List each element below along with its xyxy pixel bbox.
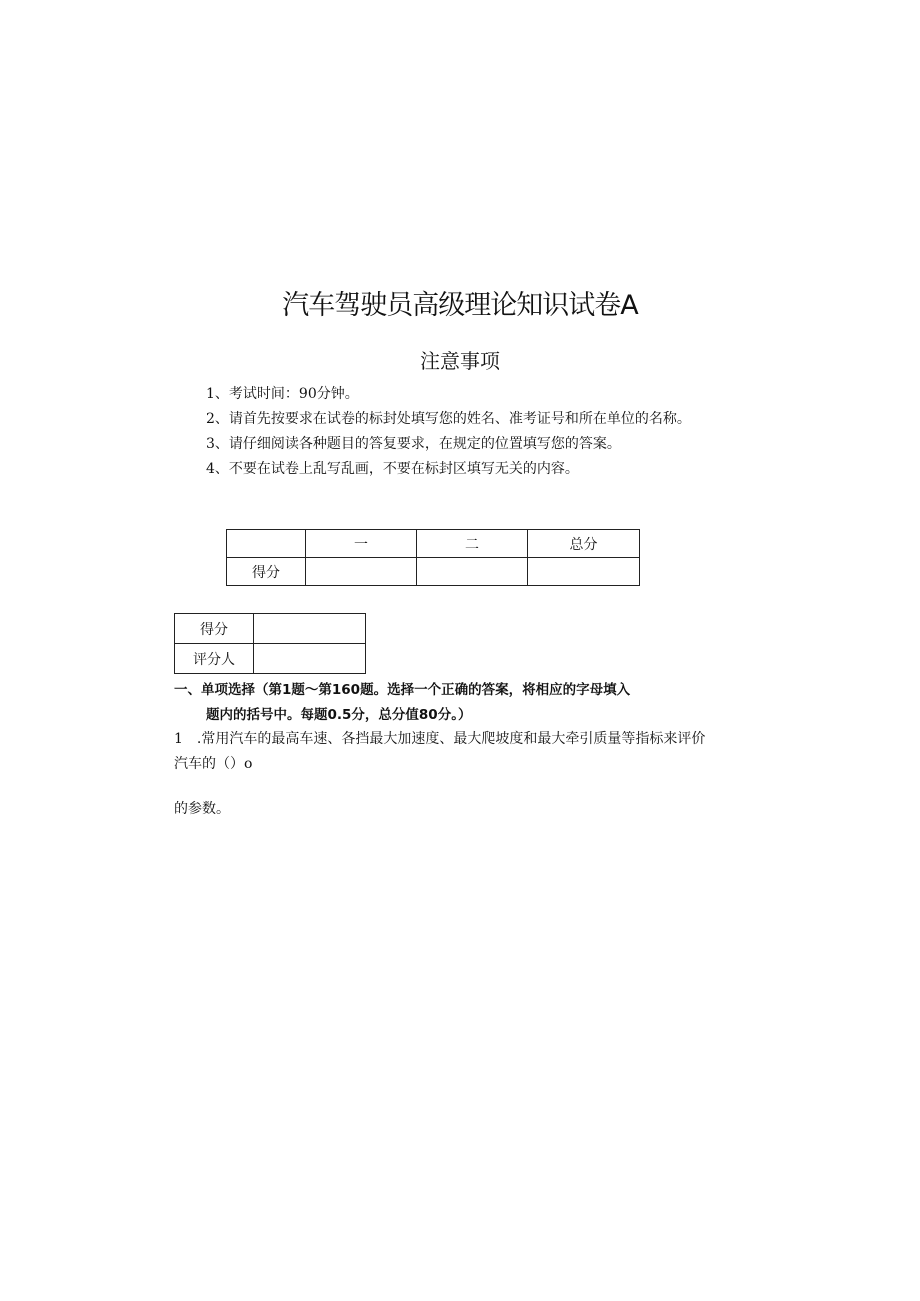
exam-title: 汽车驾驶员高级理论知识试卷A	[282, 290, 638, 321]
question-text: .常用汽车的最高车速、各挡最大加速度、最大爬坡度和最大牵引质量等指标来评价汽车的（）o	[174, 731, 706, 772]
notice-item: 1、考试时间：90分钟。	[206, 386, 359, 402]
question-item	[174, 727, 714, 777]
score-row-label: 得分	[227, 558, 306, 586]
grader-table-row	[175, 644, 366, 674]
notice-heading: 注意事项	[420, 349, 500, 373]
grader-name-cell[interactable]	[254, 644, 366, 674]
score-header-part-1: 一	[306, 530, 417, 558]
score-header-total: 总分	[528, 530, 640, 558]
section-heading-line-1: 一、单项选择（第1题～第160题。选择一个正确的答案，将相应的字母填入	[174, 682, 631, 698]
score-header-part-2: 二	[417, 530, 528, 558]
fragment-text: 的参数。	[174, 801, 230, 817]
notice-list	[206, 382, 706, 482]
score-header-blank	[227, 530, 306, 558]
score-table-row	[227, 558, 640, 586]
notice-item: 3、请仔细阅读各种题目的答复要求，在规定的位置填写您的答案。	[206, 436, 621, 452]
notice-item: 4、不要在试卷上乱写乱画，不要在标封区填写无关的内容。	[206, 461, 579, 477]
score-table	[226, 529, 640, 586]
score-cell-part-2[interactable]	[417, 558, 528, 586]
score-cell-total[interactable]	[528, 558, 640, 586]
grader-score-label: 得分	[175, 614, 254, 644]
notice-item: 2、请首先按要求在试卷的标封处填写您的姓名、准考证号和所在单位的名称。	[206, 411, 691, 427]
grader-score-cell[interactable]	[254, 614, 366, 644]
grader-name-label: 评分人	[175, 644, 254, 674]
section-heading-line-2: 题内的括号中。每题0.5分，总分值80分。）	[206, 707, 472, 723]
grader-table	[174, 613, 366, 674]
grader-table-row	[175, 614, 366, 644]
score-cell-part-1[interactable]	[306, 558, 417, 586]
question-number: 1	[174, 731, 183, 747]
section-heading	[174, 678, 714, 728]
score-table-header-row	[227, 530, 640, 558]
